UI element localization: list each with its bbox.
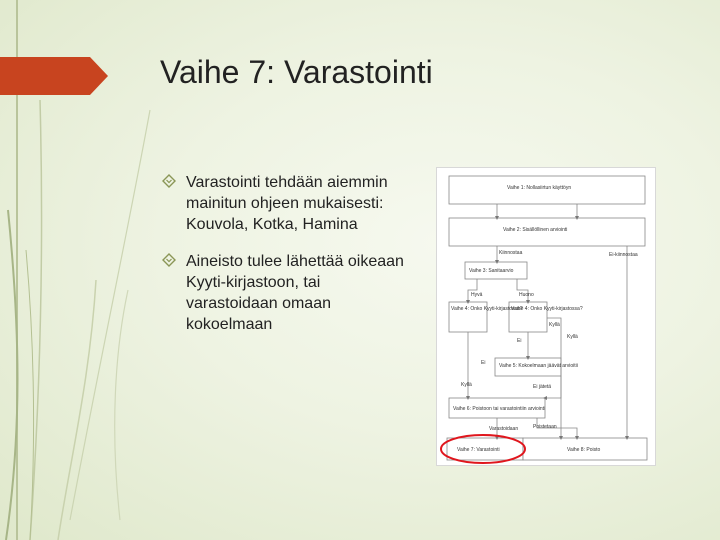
- flow-step-6-label: Vaihe 6: Poistoon tai varastointiin arviointi: [453, 406, 546, 412]
- flow-label-hyva: Hyvä: [471, 292, 483, 298]
- slide-title: Vaihe 7: Varastointi: [160, 54, 433, 90]
- title-accent-arrow: [0, 57, 108, 95]
- flow-label-ei-jateta: Ei jätetä: [533, 384, 552, 390]
- flow-step-2-label: Vaihe 2: Sisällöllinen arviointi: [503, 227, 568, 233]
- flow-label-ei-2: Ei: [481, 360, 486, 366]
- bullet-text: Varastointi tehdään aiemmin mainitun ohjeen mukaisesti: Kouvola, Kotka, Hamina: [186, 174, 388, 233]
- flowchart-image: [437, 168, 655, 465]
- bullet-text: Aineisto tulee lähettää oikeaan Kyyti-kirjastoon, tai varastoidaan omaan kokoelmaan: [186, 253, 404, 333]
- bullet-item: [160, 172, 415, 235]
- flow-step-7-label: Vaihe 7: Varastointi: [457, 447, 500, 453]
- flow-label-varastoidaan: Varastoidaan: [489, 426, 519, 432]
- diamond-bullet-icon: [162, 174, 176, 188]
- flow-label-ei-1: Ei: [517, 338, 522, 344]
- flow-label-kylla-3: Kyllä: [567, 334, 578, 340]
- flow-label-poistetaan: Poistetaan: [533, 424, 557, 430]
- flow-label-huono: Huono: [519, 292, 534, 298]
- flow-label-kiinnostaa: Kiinnostaa: [499, 250, 523, 256]
- bullet-item: [160, 251, 415, 335]
- flow-label-ei-kiinnostaa: Ei-kiinnostaa: [609, 252, 638, 258]
- diamond-bullet-icon: [162, 253, 176, 267]
- bullet-list: [160, 172, 415, 351]
- flow-step-3-label: Vaihe 3: Sanitaarvio: [469, 268, 514, 274]
- flow-step-1-label: Vaihe 1: Nollasiirtun käyttöyn: [507, 185, 572, 191]
- flow-step-8-label: Vaihe 8: Poisto: [567, 447, 601, 453]
- flow-step-4b-label: Vaihe 4: Onko Kyyti-kirjastossa?: [511, 306, 583, 312]
- flow-label-kylla-2: Kyllä: [461, 382, 472, 388]
- flow-step-5-label: Vaihe 5: Kokoelmaan jäävät arvioitii: [499, 363, 578, 369]
- flow-step-4a-label: Vaihe 4: Onko Kyyti-kirjastossa?: [451, 306, 523, 312]
- flow-label-kylla-1: Kyllä: [549, 322, 560, 328]
